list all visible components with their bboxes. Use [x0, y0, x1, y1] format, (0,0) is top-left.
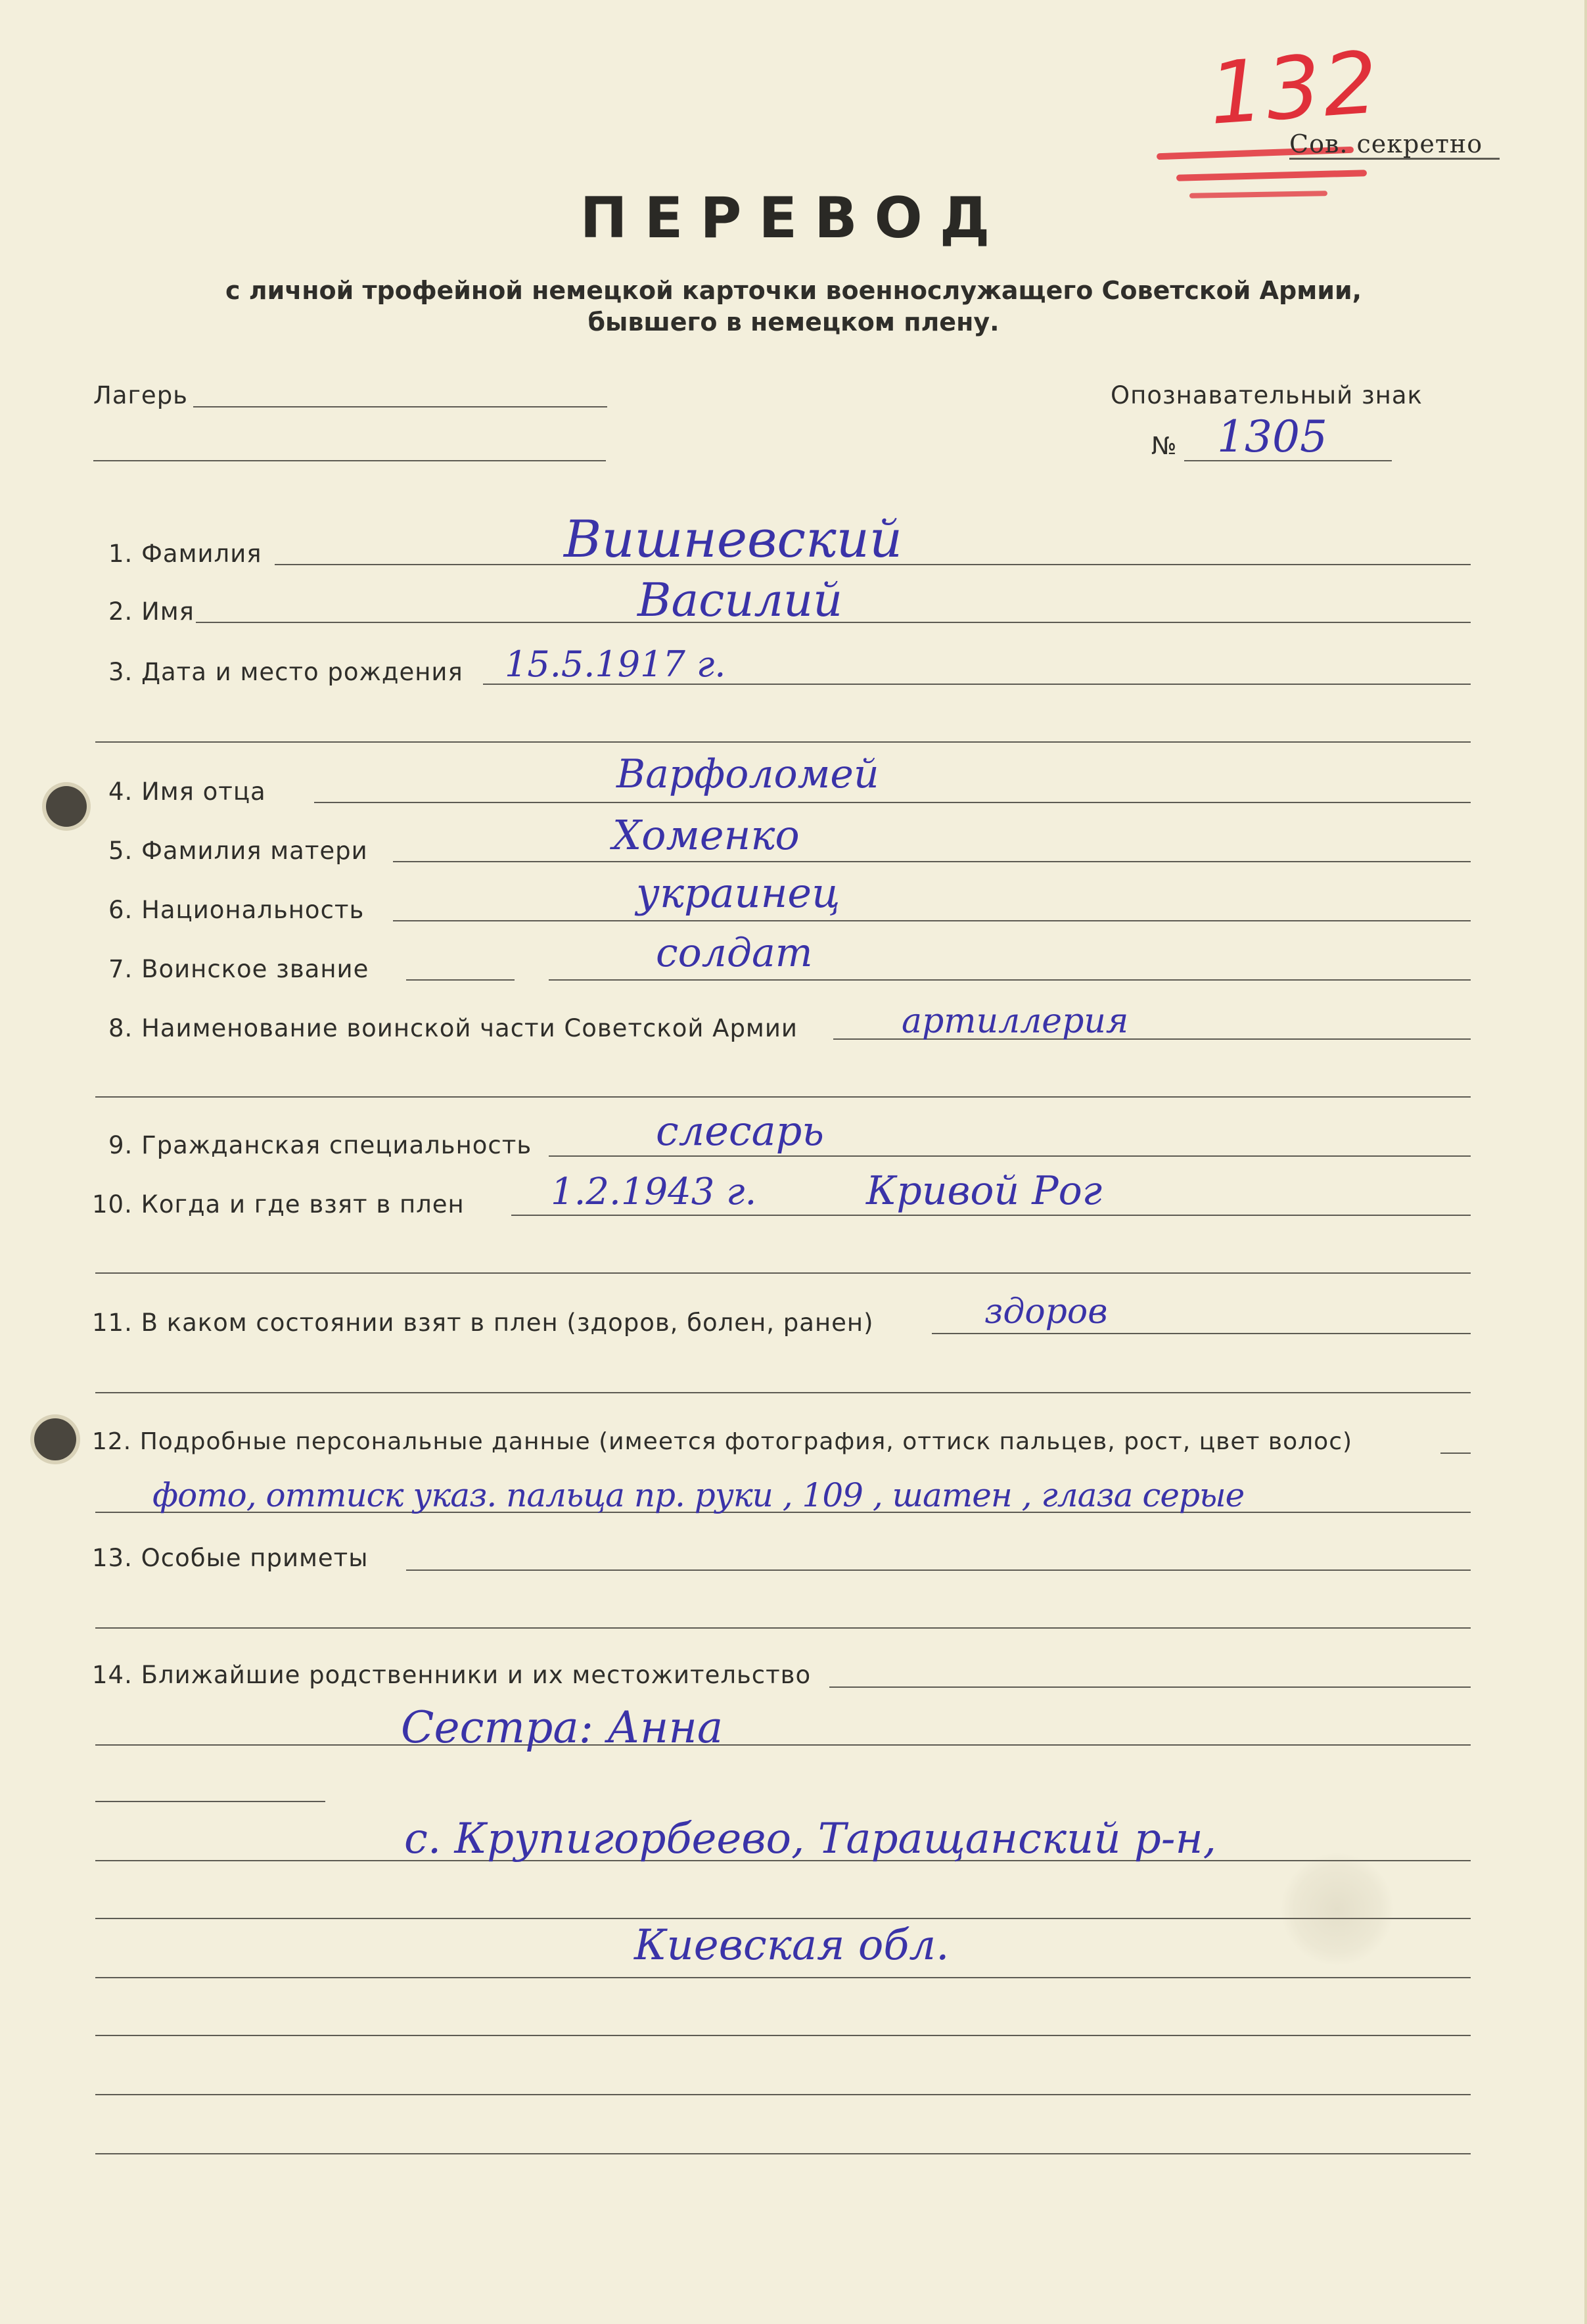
field-capture-line-2: [95, 1272, 1471, 1274]
field-unit-line-2: [95, 1096, 1471, 1098]
id-mark-label: Опознавательный знак: [1111, 381, 1423, 409]
field-profession-line: [549, 1155, 1471, 1157]
field-relatives-value-2: с. Крупигорбеево, Таращанский р-н,: [404, 1815, 1216, 1863]
field-condition-value: здоров: [984, 1292, 1108, 1332]
camp-line-2: [93, 460, 606, 461]
field-nationality-value: украинец: [636, 869, 840, 917]
field-relatives-value-3: Киевская обл.: [634, 1921, 950, 1970]
field-surname-value: Вишневский: [564, 510, 903, 569]
field-birth-label: 3. Дата и место рождения: [108, 658, 463, 686]
field-capture-label: 10. Когда и где взят в плен: [92, 1190, 465, 1219]
stamp-number: 132: [1206, 32, 1384, 144]
classification-underline: [1289, 158, 1500, 160]
field-mother-label: 5. Фамилия матери: [108, 837, 368, 865]
classification-label: Сов. секретно: [1289, 129, 1483, 158]
field-mother-line: [393, 861, 1471, 862]
field-relatives-line-6: [95, 1977, 1471, 1978]
field-father-label: 4. Имя отца: [108, 778, 266, 806]
document-title: ПЕРЕВОД: [580, 185, 1007, 251]
field-capture-date-value: 1.2.1943 г.: [551, 1171, 757, 1213]
field-marks-label: 13. Особые приметы: [92, 1544, 369, 1572]
field-relatives-line-8: [95, 2094, 1471, 2095]
subtitle-line-1: с личной трофейной немецкой карточки военнослужащего Советской Армии,: [225, 276, 1362, 305]
id-number-value: 1305: [1217, 411, 1327, 462]
field-relatives-line-2: [95, 1744, 1471, 1746]
punch-hole-bottom: [34, 1418, 76, 1460]
field-relatives-line-3: [95, 1801, 325, 1802]
field-rank-line-short: [406, 979, 515, 981]
field-father-value: Варфоломей: [616, 751, 879, 797]
field-condition-line: [932, 1333, 1471, 1334]
field-rank-value: солдат: [656, 930, 813, 976]
field-unit-value: артиллерия: [902, 1002, 1129, 1041]
field-rank-line: [549, 979, 1471, 981]
field-relatives-line: [829, 1686, 1471, 1688]
field-personal-data-label: 12. Подробные персональные данные (имеется фотография, оттиск пальцев, рост, цвет волос): [92, 1428, 1353, 1455]
punch-hole-top: [46, 786, 87, 827]
field-personal-data-line: [1440, 1452, 1471, 1454]
field-name-value: Василий: [637, 573, 843, 627]
field-relatives-line-7: [95, 2035, 1471, 2036]
field-birth-line-2: [95, 741, 1471, 743]
red-underline-2: [1176, 170, 1367, 181]
field-profession-label: 9. Гражданская специальность: [108, 1131, 532, 1159]
field-nationality-label: 6. Национальность: [108, 896, 365, 924]
fingerprint-smudge: [1281, 1853, 1393, 1965]
field-birth-value: 15.5.1917 г.: [505, 643, 726, 685]
field-relatives-label: 14. Ближайшие родственники и их местожительство: [92, 1661, 812, 1689]
id-number-sign: №: [1151, 432, 1178, 460]
field-relatives-line-9: [95, 2153, 1471, 2154]
camp-line: [193, 406, 607, 407]
field-nationality-line: [393, 920, 1471, 921]
field-capture-place-value: Кривой Рог: [866, 1168, 1103, 1214]
field-marks-line: [406, 1569, 1471, 1571]
field-mother-value: Хоменко: [612, 811, 800, 859]
field-surname-label: 1. Фамилия: [108, 540, 262, 568]
field-condition-label: 11. В каком состоянии взят в плен (здоров, болен, ранен): [92, 1309, 874, 1337]
field-capture-line: [511, 1215, 1471, 1216]
field-relatives-line-5: [95, 1918, 1471, 1919]
field-personal-data-value: фото, оттиск указ. пальца пр. руки , 109 , шатен , глаза серые: [152, 1476, 1245, 1514]
subtitle-line-2: бывшего в немецком плену.: [587, 308, 1000, 337]
field-condition-line-2: [95, 1392, 1471, 1393]
field-father-line: [314, 802, 1471, 803]
field-marks-line-2: [95, 1627, 1471, 1629]
field-rank-label: 7. Воинское звание: [108, 955, 369, 983]
field-relatives-value-1: Сестра: Анна: [401, 1702, 724, 1753]
field-name-label: 2. Имя: [108, 597, 195, 626]
camp-label: Лагерь: [93, 381, 188, 409]
field-profession-value: слесарь: [656, 1107, 825, 1155]
field-unit-label: 8. Наименование воинской части Советской Армии: [108, 1014, 798, 1042]
